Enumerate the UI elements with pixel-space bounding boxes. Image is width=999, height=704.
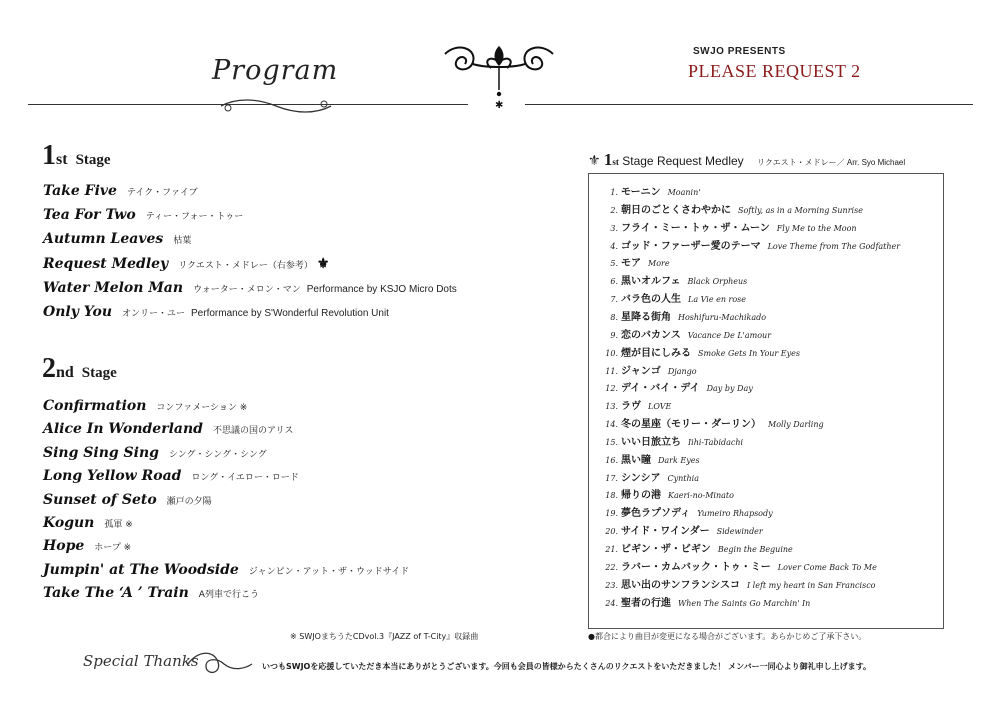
fleur-de-lis-icon: ⚜ — [316, 255, 330, 272]
stage1-heading — [42, 140, 111, 172]
svg-text:✱: ✱ — [495, 100, 504, 111]
medley-heading-arranger: リクエスト・メドレー／ Arr. Syo Michael — [757, 158, 906, 167]
song-japanese-title: ティー・フォー・トゥー — [145, 212, 244, 223]
medley-item-number: 7. — [610, 295, 618, 305]
medley-item-japanese: シンシア — [621, 472, 661, 484]
medley-item-english: Moanin' — [667, 188, 701, 197]
medley-item-japanese: モア — [621, 258, 641, 270]
medley-item-japanese: 恋のバカンス — [621, 329, 681, 341]
medley-item — [604, 183, 700, 198]
medley-item-japanese: ラバー・カムバック・トゥ・ミー — [621, 561, 771, 573]
stage2-number: 2 — [42, 353, 56, 384]
medley-item-english: Vacance De L'amour — [687, 330, 772, 340]
medley-item — [604, 308, 766, 323]
medley-item-english: Dark Eyes — [658, 455, 700, 465]
song-japanese-title: シング・シング・シング — [168, 449, 267, 460]
medley-item-number: 4. — [610, 241, 618, 251]
song-title: Kogun — [43, 515, 95, 531]
medley-item — [604, 504, 773, 519]
medley-item — [604, 344, 800, 359]
song-item — [43, 183, 198, 199]
song-title: Request Medley — [43, 255, 169, 272]
medley-item — [604, 237, 900, 252]
medley-item-english: Iihi-Tabidachi — [688, 437, 744, 447]
medley-item-english: Molly Darling — [768, 420, 824, 430]
medley-item — [604, 433, 743, 448]
medley-item-english: More — [648, 259, 670, 269]
song-japanese-title: A列車で行こう — [198, 590, 259, 601]
medley-item-english: Yumeiro Rhapsody — [697, 509, 773, 519]
song-item — [43, 538, 131, 554]
stage2-word: Stage — [81, 365, 117, 381]
medley-item-english: Hoshifuru-Machikado — [678, 312, 767, 322]
medley-item-number: 13. — [605, 402, 618, 412]
song-japanese-title: ホープ ※ — [94, 543, 132, 554]
medley-item-number: 6. — [610, 277, 618, 287]
song-title: Tea For Two — [43, 207, 136, 224]
song-japanese-title: ジャンピン・アット・ザ・ウッドサイド — [248, 566, 410, 577]
header-rule-right — [525, 104, 973, 105]
medley-item-japanese: フライ・ミー・トゥ・ザ・ムーン — [621, 222, 770, 234]
stage1-ordinal: st — [56, 151, 68, 168]
medley-item-number: 12. — [605, 384, 618, 394]
medley-item-japanese: 黒い瞳 — [621, 454, 651, 466]
medley-item-number: 16. — [605, 455, 618, 465]
song-item — [43, 304, 389, 320]
medley-item-english: Sidewinder — [716, 527, 763, 537]
medley-item-japanese: 煙が目にしみる — [621, 347, 691, 359]
medley-item-japanese: モーニン — [621, 187, 661, 198]
medley-item-japanese: 黒いオルフェ — [621, 276, 681, 288]
fleur-de-lis-icon: ⚜ — [588, 152, 601, 168]
medley-item — [604, 290, 746, 305]
change-note: ●都合により曲目が変更になる場合がございます。あらかじめご了承下さい。 — [588, 632, 867, 641]
song-title: Sunset of Seto — [43, 491, 157, 508]
song-title: Take The ‘A ’ Train — [43, 585, 189, 602]
medley-heading — [588, 150, 905, 170]
medley-item-english: LOVE — [648, 402, 672, 412]
song-japanese-title: 枯葉 — [173, 236, 192, 247]
medley-heading-text: Stage Request Medley — [622, 154, 744, 168]
medley-item-number: 11. — [605, 366, 618, 376]
song-japanese-title: リクエスト・メドレー（右参考） — [178, 260, 313, 271]
medley-item-english: Black Orpheus — [687, 277, 748, 287]
medley-item-japanese: 星降る街角 — [621, 311, 671, 323]
medley-item-english: When The Saints Go Marchin' In — [678, 598, 811, 608]
medley-item — [604, 540, 793, 555]
song-item — [43, 256, 329, 272]
medley-item-number: 24. — [605, 598, 618, 608]
song-japanese-title: コンファメーション ※ — [156, 403, 248, 413]
medley-item-number: 23. — [605, 580, 618, 590]
thanks-title: Special Thanks — [83, 652, 199, 670]
song-item — [43, 231, 191, 247]
medley-item-english: La Vie en rose — [688, 295, 747, 305]
medley-heading-number: 1 — [603, 150, 613, 169]
medley-item — [604, 272, 747, 287]
medley-item-number: 1. — [610, 188, 618, 197]
medley-item-number: 14. — [605, 420, 618, 430]
swirl-ornament-icon — [216, 96, 336, 116]
medley-item-english: Kaeri-no-Minato — [668, 491, 734, 501]
medley-item-number: 8. — [610, 312, 618, 322]
medley-item-english: Begin the Beguine — [717, 545, 793, 554]
medley-item-english: Cynthia — [667, 473, 699, 483]
medley-item-english: Softly, as in a Morning Sunrise — [738, 205, 863, 215]
song-japanese-title: オンリー・ユー — [122, 309, 186, 319]
medley-item-japanese: バラ色の人生 — [621, 294, 681, 306]
thanks-text: いつもSWJOを応援していただき本当にありがとうございます。今回も会員の皆様からたくさんのリクエストをいただきました！ メンバー一同心より御礼申し上げます。 — [262, 662, 871, 671]
medley-item — [604, 469, 699, 484]
medley-item — [604, 415, 824, 430]
swirl-divider-icon — [184, 646, 256, 682]
song-japanese-title: 不思議の国のアリス — [212, 426, 294, 437]
medley-item-english: I left my heart in San Francisco — [746, 580, 876, 590]
program-title: Program — [212, 55, 339, 86]
medley-item — [604, 451, 700, 466]
medley-item-number: 19. — [605, 509, 618, 519]
medley-heading-ordinal: st — [612, 157, 619, 167]
stage2-heading — [42, 353, 117, 385]
song-title: Confirmation — [43, 398, 147, 414]
medley-item — [604, 486, 734, 501]
song-title: Hope — [43, 538, 85, 555]
song-performer: Performance by KSJO Micro Dots — [306, 283, 457, 295]
medley-item-japanese: サイド・ワインダー — [621, 526, 710, 538]
song-performer: Performance by S'Wonderful Revolution Unit — [191, 308, 389, 319]
song-title: Autumn Leaves — [43, 231, 164, 248]
medley-item-japanese: 帰りの港 — [621, 490, 661, 502]
song-item — [43, 562, 409, 578]
stage2-ordinal: nd — [56, 364, 74, 381]
song-item — [43, 280, 457, 296]
medley-item-english: Day by Day — [706, 384, 753, 394]
medley-item-number: 20. — [605, 527, 618, 537]
medley-item-number: 17. — [605, 473, 618, 483]
song-title: Jumpin' at The Woodside — [43, 561, 239, 578]
medley-item-japanese: 朝日のごとくさわやかに — [621, 204, 731, 216]
song-item — [43, 515, 133, 531]
medley-item — [604, 379, 753, 394]
song-japanese-title: ウォーター・メロン・マン — [193, 284, 301, 295]
medley-item-english: Fly Me to the Moon — [776, 223, 857, 233]
song-item — [43, 207, 243, 223]
song-title: Take Five — [43, 183, 117, 199]
medley-item — [604, 326, 771, 341]
medley-item — [604, 522, 763, 537]
song-title: Water Melon Man — [43, 279, 184, 296]
medley-item-japanese: 聖者の行進 — [621, 597, 671, 609]
stage1-number: 1 — [42, 140, 56, 171]
medley-item-number: 5. — [610, 259, 618, 269]
medley-item-number: 9. — [610, 330, 618, 340]
song-item — [43, 421, 293, 437]
medley-item-japanese: ラヴ — [621, 401, 641, 413]
song-japanese-title: テイク・ファイブ — [126, 188, 198, 198]
song-item — [43, 585, 259, 601]
medley-item-japanese: ビギン・ザ・ビギン — [621, 544, 711, 555]
medley-item-japanese: ゴッド・ファーザー愛のテーマ — [621, 240, 761, 252]
song-title: Only You — [43, 304, 112, 320]
song-japanese-title: 孤軍 ※ — [104, 520, 133, 530]
medley-item-english: Smoke Gets In Your Eyes — [698, 348, 800, 358]
medley-item — [604, 576, 876, 591]
medley-item — [604, 397, 671, 412]
medley-item-english: Lover Come Back To Me — [777, 562, 877, 572]
medley-item-japanese: 冬の星座（モリー・ダーリン） — [621, 419, 761, 431]
medley-item — [604, 362, 697, 377]
medley-item-japanese: デイ・バイ・デイ — [621, 383, 700, 395]
medley-item-japanese: ジャンゴ — [621, 365, 661, 377]
medley-item — [604, 254, 670, 269]
medley-item-japanese: 思い出のサンフランシスコ — [621, 579, 740, 591]
song-japanese-title: 瀬戸の夕陽 — [166, 496, 212, 507]
medley-item-number: 2. — [610, 205, 618, 215]
song-item — [43, 492, 212, 508]
song-japanese-title: ロング・イエロー・ロード — [191, 473, 299, 484]
medley-item-japanese: いい日旅立ち — [621, 436, 681, 448]
song-item — [43, 468, 299, 484]
medley-item-english: Love Theme from The Godfather — [767, 241, 901, 251]
cd-note: ※ SWJOまちうたCDvol.3『JAZZ of T-City』収録曲 — [290, 632, 479, 641]
song-title: Sing Sing Sing — [43, 444, 159, 461]
medley-item-number: 21. — [605, 545, 618, 554]
stage1-word: Stage — [75, 152, 111, 168]
medley-item — [604, 594, 810, 609]
song-item — [43, 445, 267, 461]
presents-label: SWJO PRESENTS — [693, 46, 786, 57]
fleur-de-lis-crest-icon — [437, 40, 561, 112]
medley-item-number: 22. — [605, 562, 618, 572]
medley-item — [604, 201, 863, 216]
medley-item-number: 15. — [605, 437, 618, 447]
medley-item — [604, 558, 877, 573]
medley-item-number: 3. — [610, 223, 618, 233]
medley-item — [604, 219, 857, 234]
medley-item-japanese: 夢色ラプソディ — [621, 508, 691, 520]
medley-item-english: Django — [667, 366, 697, 376]
event-title: PLEASE REQUEST 2 — [688, 61, 861, 81]
medley-item-number: 10. — [605, 348, 618, 358]
song-title: Alice In Wonderland — [43, 421, 203, 438]
song-item — [43, 398, 247, 414]
medley-item-number: 18. — [605, 491, 618, 501]
song-title: Long Yellow Road — [43, 468, 182, 485]
